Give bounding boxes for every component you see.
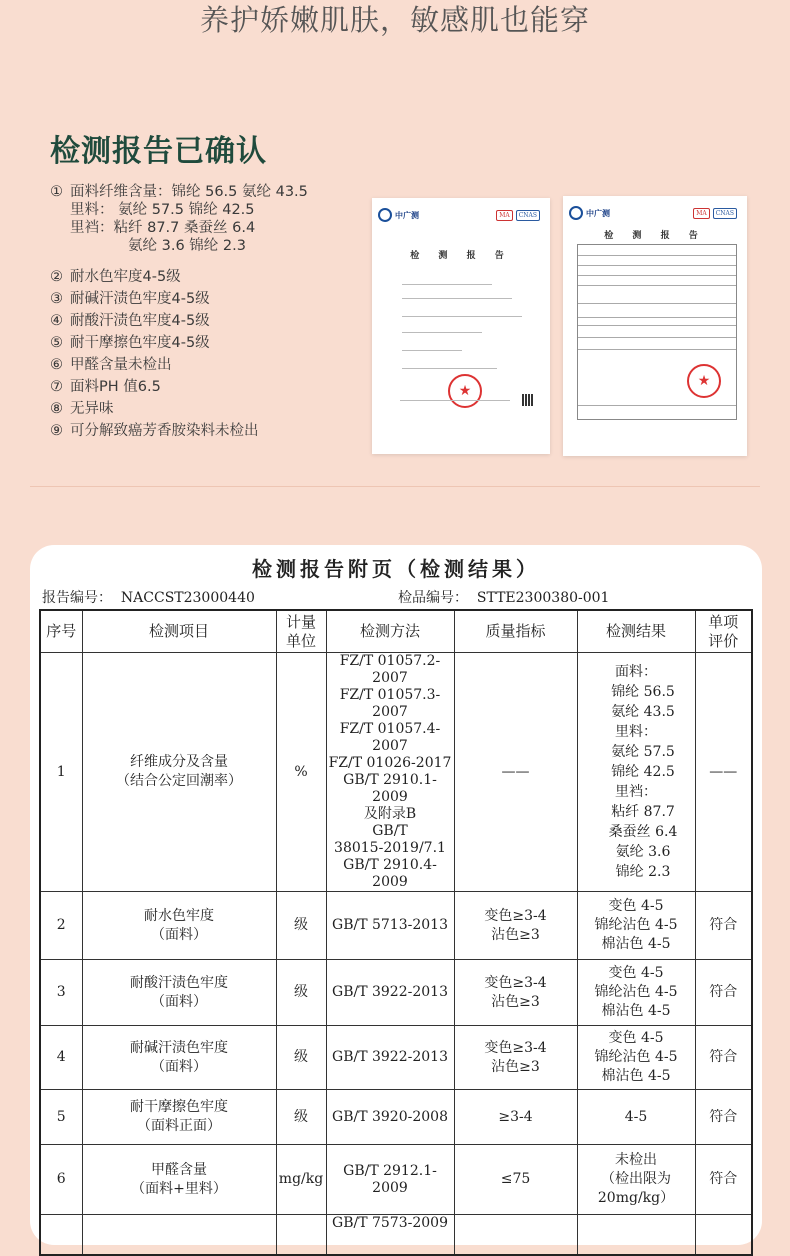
table-row (40, 892, 752, 960)
cell-result-line: 桑蚕丝 6.4 (608, 824, 678, 840)
summary-item-number: ② (50, 269, 63, 285)
cell-result-line: 20mg/kg） (597, 1190, 675, 1206)
col-header-unit (276, 610, 326, 653)
cell-method (326, 1215, 454, 1255)
summary-item (50, 183, 360, 255)
summary-item-number: ⑧ (50, 401, 63, 417)
summary-item-text (70, 400, 114, 418)
text-line (402, 316, 522, 317)
test-summary-list (50, 183, 360, 440)
cell-result-line: 变色 4-5 (608, 898, 664, 914)
summary-item-number: ④ (50, 313, 63, 329)
cell-no: 5 (40, 1090, 82, 1145)
test-report-cover-image (372, 198, 550, 454)
cell-no: 2 (40, 892, 82, 960)
text-line (402, 298, 512, 299)
report-title: 检测报告附页（检测结果） (252, 557, 540, 581)
accreditation-badges (496, 210, 540, 221)
cell-item-line: 耐干摩擦色牢度 (130, 1099, 228, 1115)
cell-result-line: 氨纶 57.5 (611, 744, 675, 760)
cell-result-line: 棉沾色 4-5 (601, 936, 671, 952)
summary-item-number: ⑦ (50, 379, 63, 395)
lab-logo-icon (378, 208, 392, 222)
summary-item-text (70, 378, 161, 396)
cell-method-line: GB/T 2912.1-2009 (343, 1162, 437, 1196)
cell-item (82, 1090, 276, 1145)
cell-item (82, 892, 276, 960)
cell-unit: % (276, 653, 326, 892)
cell-result (577, 1215, 695, 1255)
table-row (40, 653, 752, 892)
cell-method-line: FZ/T 01057.2-2007 (339, 653, 441, 686)
accreditation-badges (693, 208, 737, 219)
cell-result-line: 棉沾色 4-5 (601, 1068, 671, 1084)
cell-result-line: 氨纶 43.5 (611, 704, 675, 720)
cell-result (577, 1145, 695, 1215)
cell-method (326, 1145, 454, 1215)
cell-unit: 级 (276, 892, 326, 960)
cell-indicator (454, 1026, 577, 1090)
cell-method-line: GB/T 3922-2013 (332, 984, 448, 1000)
cell-item (82, 653, 276, 892)
cell-result-line: 锦纶 42.5 (611, 764, 675, 780)
col-header-result: 检测结果 (577, 610, 695, 653)
cell-indicator (454, 653, 577, 892)
cell-result (577, 1026, 695, 1090)
col-header-indicator: 质量指标 (454, 610, 577, 653)
cell-indicator-line: —— (501, 763, 530, 780)
cell-unit: 级 (276, 1026, 326, 1090)
text-line (402, 332, 482, 333)
cell-method-line: 38015-2019/7.1 (334, 840, 446, 856)
cell-result-line: 锦纶沾色 4-5 (594, 917, 678, 933)
cell-item-line: （面料正面） (137, 1118, 221, 1134)
cell-result (577, 1090, 695, 1145)
cell-result-line: 氨纶 3.6 (615, 844, 671, 860)
test-report-detail-image (563, 196, 747, 456)
summary-item-number: ③ (50, 291, 63, 307)
summary-line: 面料PH 值6.5 (70, 379, 161, 395)
text-line (402, 284, 492, 285)
summary-item-number: ⑨ (50, 423, 63, 439)
cell-result-line: 锦纶沾色 4-5 (594, 984, 678, 1000)
cell-result-line: 里料： (615, 724, 657, 740)
summary-line: 无异味 (70, 401, 114, 417)
qr-code-icon (522, 394, 534, 406)
cell-indicator-line: 沾色≥3 (491, 1058, 540, 1075)
summary-item-text (70, 183, 308, 255)
cell-method (326, 1026, 454, 1090)
cell-method (326, 892, 454, 960)
col-header-item: 检测项目 (82, 610, 276, 653)
cell-item (82, 1026, 276, 1090)
cell-item-line: （面料） (151, 926, 207, 943)
evaluation-header-text: 单项评价 (708, 612, 739, 650)
cell-result (577, 892, 695, 960)
cell-method-line: GB/T 3920-2008 (332, 1108, 448, 1125)
stamp-star-icon: ★ (697, 373, 711, 389)
table-row (40, 1026, 752, 1090)
summary-line: 甲醛含量未检出 (70, 357, 172, 373)
cell-indicator-line: 变色≥3-4 (484, 1039, 547, 1056)
cell-item (82, 1145, 276, 1215)
summary-item-text (70, 356, 172, 374)
summary-item (50, 400, 360, 418)
table-row (40, 1145, 752, 1215)
cell-item-line: 甲醛含量 (151, 1161, 207, 1178)
lab-logo: 中广测 (569, 206, 610, 220)
cell-result-line: 4-5 (624, 1108, 648, 1125)
red-stamp (448, 374, 482, 408)
test-results-table (39, 609, 753, 1256)
cell-result-line: 变色 4-5 (608, 965, 664, 981)
table-header-row (40, 610, 752, 653)
cell-result-line: 粘纤 87.7 (611, 804, 675, 820)
summary-item-text (70, 334, 210, 352)
cell-method-line: GB/T 2910.1-2009 (343, 772, 437, 805)
cell-method-line: GB/T 7573-2009 (332, 1215, 448, 1231)
cell-method-line: FZ/T 01057.4-2007 (339, 721, 441, 754)
cell-indicator (454, 1090, 577, 1145)
cell-method (326, 653, 454, 892)
page-tagline: 养护娇嫩肌肤，敏感肌也能穿 (199, 3, 590, 37)
cell-method-line: GB/T 3922-2013 (332, 1049, 448, 1065)
cell-no: 3 (40, 960, 82, 1026)
cell-indicator-line: 变色≥3-4 (484, 974, 547, 991)
summary-line: 耐酸汗渍色牢度4-5级 (70, 313, 210, 329)
lab-logo: 中广测 (378, 208, 419, 222)
cell-method-line: GB/T (372, 823, 408, 839)
cell-evaluation: 符合 (695, 1026, 752, 1090)
cell-indicator-line: 沾色≥3 (491, 926, 540, 943)
cell-evaluation: 符合 (695, 892, 752, 960)
cell-method-line: FZ/T 01026-2017 (328, 755, 452, 771)
table-row (40, 1090, 752, 1145)
ma-badge: MA (496, 210, 512, 221)
section-title: 检测报告已确认 (50, 134, 267, 169)
cell-indicator (454, 960, 577, 1026)
summary-line: 里料： 氨纶 57.5 锦纶 42.5 (70, 202, 255, 218)
cell-item-line: 耐水色牢度 (144, 907, 214, 924)
cell-method-line: FZ/T 01057.3-2007 (339, 687, 441, 720)
summary-line: 耐干摩擦色牢度4-5级 (70, 335, 210, 351)
cell-unit: mg/kg (276, 1145, 326, 1215)
cell-evaluation: 符合 (695, 960, 752, 1026)
cell-no: 1 (40, 653, 82, 892)
cell-result-line: 棉沾色 4-5 (601, 1003, 671, 1019)
cell-item-line: 纤维成分及含量 (130, 754, 228, 770)
text-line (402, 368, 497, 369)
summary-item (50, 334, 360, 352)
cell-item-line: （面料） (151, 1058, 207, 1075)
cnas-badge: CNAS (713, 208, 737, 219)
summary-item-text (70, 290, 210, 308)
cell-indicator-line: 沾色≥3 (491, 993, 540, 1010)
summary-item (50, 422, 360, 440)
cell-method (326, 1090, 454, 1145)
cert-heading: 检 测 报 告 (604, 231, 706, 241)
col-header-evaluation (695, 610, 752, 653)
summary-item-number: ⑤ (50, 335, 63, 351)
text-line (400, 400, 510, 401)
red-stamp (687, 364, 721, 398)
cell-method-line: GB/T 2910.4-2009 (343, 857, 437, 890)
cell-unit: 级 (276, 960, 326, 1026)
cell-evaluation: 符合 (695, 1090, 752, 1145)
table-row (40, 960, 752, 1026)
cell-result-line: 面料： (615, 664, 657, 680)
cell-evaluation: —— (695, 653, 752, 892)
cell-evaluation: 符合 (695, 1145, 752, 1215)
cell-method (326, 960, 454, 1026)
cell-evaluation (695, 1215, 752, 1255)
cell-no (40, 1215, 82, 1255)
report-number: 报告编号： NACCST23000440 (42, 590, 255, 606)
summary-item (50, 290, 360, 308)
cell-result (577, 653, 695, 892)
summary-line: 耐水色牢度4-5级 (70, 269, 181, 285)
cell-item (82, 960, 276, 1026)
cell-result (577, 960, 695, 1026)
cell-item-line: 耐酸汗渍色牢度 (130, 974, 228, 991)
summary-item-number: ⑥ (50, 357, 63, 373)
cell-result-line: 锦纶 2.3 (615, 864, 671, 880)
summary-item-text (70, 268, 181, 286)
test-result-card (30, 545, 762, 1245)
summary-item (50, 356, 360, 374)
cell-indicator-line: 变色≥3-4 (484, 907, 547, 924)
cell-item-line: 耐碱汗渍色牢度 (130, 1039, 228, 1056)
ma-badge: MA (693, 208, 709, 219)
cell-indicator (454, 1145, 577, 1215)
cell-method-line: 及附录B (363, 806, 417, 822)
cnas-badge: CNAS (516, 210, 540, 221)
cell-result-line: 变色 4-5 (608, 1030, 664, 1046)
cell-no: 4 (40, 1026, 82, 1090)
cell-result-line: 锦纶 56.5 (611, 684, 675, 700)
summary-item-text (70, 312, 210, 330)
cell-result-line: 里裆： (615, 784, 657, 800)
cert-heading: 检 测 报 告 (410, 251, 512, 261)
stamp-star-icon: ★ (458, 383, 472, 399)
cell-indicator (454, 892, 577, 960)
summary-line: 里裆：粘纤 87.7 桑蚕丝 6.4 (70, 220, 256, 236)
cell-result-line: 未检出 (615, 1152, 657, 1168)
summary-line: 面料纤维含量：锦纶 56.5 氨纶 43.5 (70, 184, 308, 200)
cell-indicator-line: ≤75 (500, 1171, 531, 1187)
cell-item-line: （结合公定回潮率） (116, 773, 242, 789)
col-header-no: 序号 (40, 610, 82, 653)
cell-item (82, 1215, 276, 1255)
cell-unit: 级 (276, 1090, 326, 1145)
summary-item (50, 268, 360, 286)
cell-result-line: 锦纶沾色 4-5 (594, 1049, 678, 1065)
cell-method-line: GB/T 5713-2013 (332, 917, 448, 933)
summary-line: 可分解致癌芳香胺染料未检出 (70, 423, 259, 439)
summary-item-text (70, 422, 259, 440)
cell-indicator (454, 1215, 577, 1255)
cell-result-line: （检出限为 (601, 1171, 671, 1187)
cell-no: 6 (40, 1145, 82, 1215)
cell-indicator-line: ≥3-4 (498, 1108, 533, 1125)
section-divider (30, 486, 760, 487)
table-row (40, 1215, 752, 1255)
summary-item-number: ① (50, 184, 63, 200)
summary-line: 氨纶 3.6 锦纶 2.3 (128, 238, 246, 254)
text-line (402, 350, 462, 351)
sample-number: 检品编号： STTE2300380-001 (398, 590, 610, 606)
summary-item (50, 378, 360, 396)
summary-item (50, 312, 360, 330)
cell-unit (276, 1215, 326, 1255)
unit-header-text: 计量单位 (286, 612, 317, 650)
cell-item-line: （面料） (151, 993, 207, 1010)
cell-item-line: （面料+里料） (131, 1180, 227, 1197)
summary-line: 耐碱汗渍色牢度4-5级 (70, 291, 210, 307)
col-header-method: 检测方法 (326, 610, 454, 653)
lab-logo-icon (569, 206, 583, 220)
